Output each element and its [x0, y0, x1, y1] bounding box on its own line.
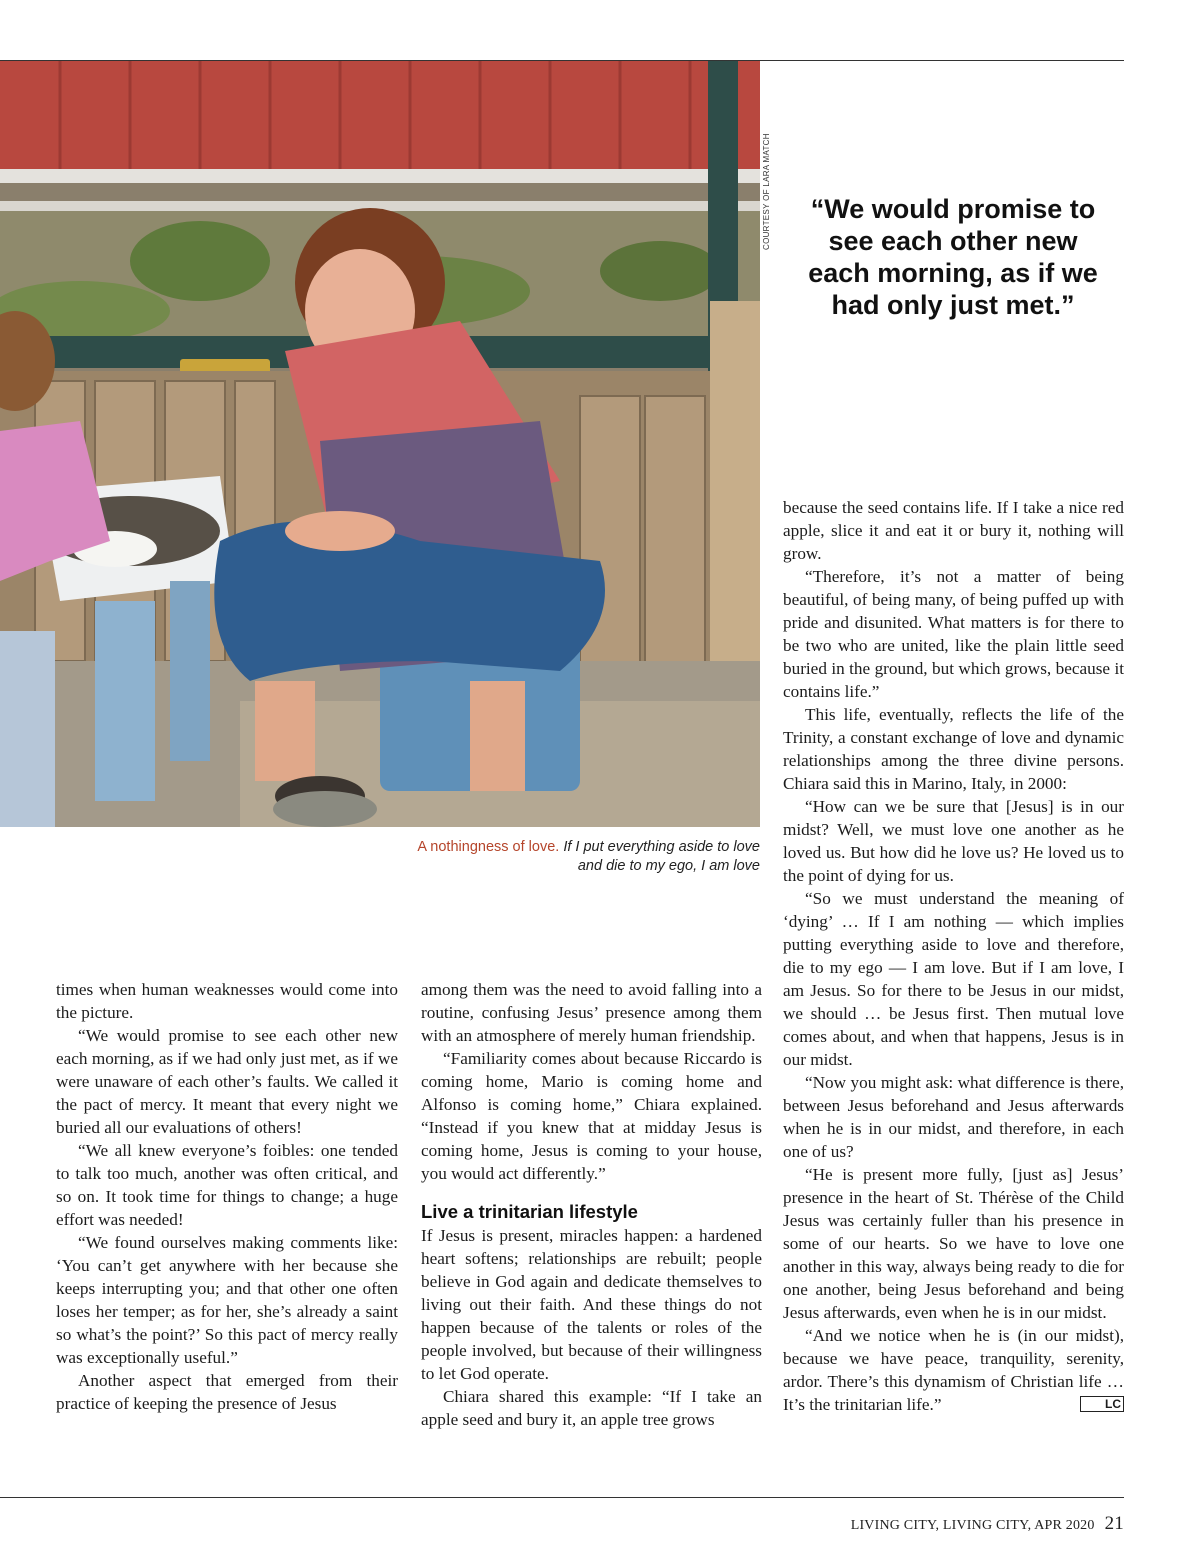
paragraph: “So we must understand the meaning of ‘dying’ … If I am nothing — which implies putting everything aside to love and therefore, die to my ego — I am love. But if I am love, I am Jesus. So for there to be Jesus in our midst, we should … be Jesus first. Then mutual love comes about, and when that happens, Jesus is in our midst.: [783, 889, 1124, 1069]
end-mark-icon: LC: [1080, 1396, 1124, 1412]
photo-credit: COURTESY OF LARA MATCH: [762, 133, 771, 250]
column-2: [421, 978, 762, 1431]
caption-lead: A nothingness of love.: [417, 839, 560, 855]
paragraph: “We would promise to see each other new each morning, as if we had only just met, as if we were unaware of each other’s faults. We called it the pact of mercy. It meant that every night we buried all our evaluations of others!: [56, 1026, 398, 1137]
paragraph-last: [783, 1324, 1124, 1416]
subheading: Live a trinitarian lifestyle: [421, 1201, 638, 1222]
paragraph: This life, eventually, reflects the life of the Trinity, a constant exchange of love and dynamic relationships among the three divine persons. Chiara said this in Marino, Italy, in 2000:: [783, 705, 1124, 793]
pull-quote: “We would promise to see each other new each morning, as if we had only just met.”: [808, 194, 1098, 320]
paragraph: among them was the need to avoid falling into a routine, confusing Jesus’ presence among them with an atmosphere of merely human friendship.: [421, 980, 762, 1045]
page-number: 21: [1104, 1513, 1124, 1534]
paragraph: times when human weaknesses would come into the picture.: [56, 980, 398, 1022]
paragraph: Another aspect that emerged from their practice of keeping the presence of Jesus: [56, 1371, 398, 1413]
paragraph: If Jesus is present, miracles happen: a hardened heart softens; relationships are rebuilt; people believe in God again and dedicate themselves to living out their faith. And these things do not happen because of the talents or roles of the people involved, but because of their willingness to let God operate.: [421, 1226, 762, 1383]
column-3: [783, 496, 1124, 1416]
bottom-rule: [0, 1497, 1124, 1498]
caption-body: If I put everything aside to love and die to my ego, I am love: [563, 839, 760, 874]
paragraph-text: “And we notice when he is (in our midst), because we have peace, tranquility, serenity, ardor. There’s this dynamism of Christian life … It’s the trinitarian life.”: [783, 1326, 1124, 1414]
paragraph: “We all knew everyone’s foibles: one tended to talk too much, another was often critical, and so on. It took time for things to change; a huge effort was needed!: [56, 1141, 398, 1229]
paragraph: “He is present more fully, [just as] Jesus’ presence in the heart of St. Thérèse of the Child Jesus was certainly fuller than his presence in some of our hearts. So we have to love one another in this way, always being ready to die for one another, being Jesus beforehand and being Jesus afterwards, even when he is in our midst.: [783, 1165, 1124, 1322]
paragraph: because the seed contains life. If I take a nice red apple, slice it and eat it or bury it, nothing will grow.: [783, 498, 1124, 563]
paragraph: “Now you might ask: what difference is there, between Jesus beforehand and Jesus afterwards when he is in our midst, and therefore, in each one of us?: [783, 1073, 1124, 1161]
page-footer: [851, 1513, 1124, 1535]
paragraph: “We found ourselves making comments like: ‘You can’t get anywhere with her because she keeps interrupting you; and that other one often loses her temper; as for her, she’s already a saint so what’s the point?’ So this pact of mercy really was exceptionally useful.”: [56, 1233, 398, 1367]
paragraph: “Familiarity comes about because Riccardo is coming home, Mario is coming home and Alfonso is coming home,” Chiara explained. “Instead if you knew that at midday Jesus is coming home, Jesus is coming to your house, you would act differently.”: [421, 1049, 762, 1183]
paragraph: “How can we be sure that [Jesus] is in our midst? Well, we must love one another as he loved us. But how did he love us? He loved us to the point of dying for us.: [783, 797, 1124, 885]
paragraph: “Therefore, it’s not a matter of being beautiful, of being many, of being puffed up with pride and disunited. What matters is for there to be two who are united, like the plain little seed buried in the ground, but which grows, because it contains life.”: [783, 567, 1124, 701]
paragraph: Chiara shared this example: “If I take an apple seed and bury it, an apple tree grows: [421, 1387, 762, 1429]
footer-publication: LIVING CITY, LIVING CITY, APR 2020: [850, 1518, 1095, 1533]
article-photo: [0, 61, 760, 827]
column-1: [56, 978, 398, 1415]
photo-caption: [400, 838, 760, 876]
